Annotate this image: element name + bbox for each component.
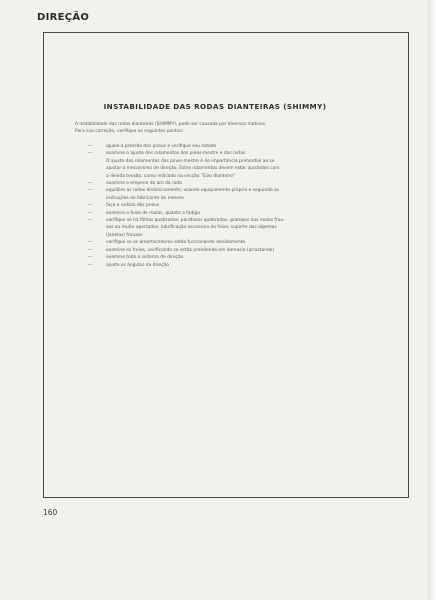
checklist-item-text: verifique se os amortecedores estão funcionando devidamente: [106, 240, 246, 246]
checklist-item-text: O ajuste dos rolamentos dos pinos-mestre é de importância primordial ao se: [106, 158, 275, 164]
page-number: 160: [43, 508, 58, 517]
checklist-item-text: a devida tensão, como indicado na secção "Eixo dianteiro": [106, 173, 235, 179]
checklist-item: [88, 143, 378, 150]
checklist-item-text: xos ou muito apertados; lubrificação excessiva do feixe; suporte das algemas: [106, 225, 277, 231]
bullet-dash: —: [88, 188, 93, 194]
checklist-item: [88, 210, 378, 217]
checklist-item-text: examine o ajuste dos rolamentos dos pinos-mestre e das rodas: [106, 151, 246, 157]
checklist-item-text: iguale a pressão dos pneus e verifique seu estado: [106, 144, 217, 149]
checklist-item: [88, 173, 378, 180]
checklist-item-text: examine o empeno do aro da roda: [106, 181, 182, 187]
bullet-dash: —: [88, 255, 93, 261]
checklist-item: [88, 254, 378, 261]
checklist-item-text: ajuste os ângulos da direção: [106, 262, 169, 268]
checklist-item-text: equilibre as rodas dinâmicamente, usando equipamento próprio e seguindo as: [106, 188, 280, 194]
checklist-item: [88, 180, 378, 187]
bullet-dash: —: [88, 144, 93, 149]
checklist-item: [88, 247, 378, 254]
bullet-dash: —: [88, 262, 93, 268]
checklist-item: [88, 165, 378, 172]
bullet-dash: —: [88, 247, 93, 253]
checklist-item: [88, 158, 378, 165]
section-header: DIREÇÃO: [37, 12, 90, 23]
checklist-item-text: ajustar o mecanismo de direção. Estes rolamentos devem estar ajustados com: [106, 166, 280, 172]
page-title: INSTABILIDADE DAS RODAS DIANTEIRAS (SHIMMY): [103, 102, 327, 111]
checklist-item: [88, 232, 378, 239]
checklist-item-text: faça o rodízio dos pneus: [106, 203, 160, 209]
bullet-dash: —: [88, 151, 93, 157]
checklist-item-text: examine o feixe de molas, quanto a fadiga: [106, 210, 200, 216]
bullet-dash: —: [88, 210, 93, 216]
checklist-item-text: verifique se há fôlhas quebradas; parafusos quebrados; grampos das molas frou-: [106, 218, 285, 224]
intro-paragraph: [75, 121, 375, 136]
checklist-item-text: examine todo o sistema de direção: [106, 255, 184, 261]
checklist-item-text: (janelas) frouxos: [106, 232, 143, 238]
bullet-dash: —: [88, 203, 93, 209]
page-edge: [428, 0, 436, 600]
checklist-item: [88, 150, 378, 157]
bullet-dash: —: [88, 181, 93, 187]
checklist: [88, 143, 378, 269]
checklist-item-text: instruções do fabricante do mesmo: [106, 195, 184, 201]
checklist-item: [88, 195, 378, 202]
checklist-item-text: examine os freios, verificando se estão prendendo em demasia (arrastando): [106, 247, 275, 253]
checklist-item: [88, 239, 378, 246]
checklist-item: [88, 202, 378, 209]
checklist-item: [88, 262, 378, 269]
intro-line: A instabilidade das rodas dianteiras (SHIMMY), pode ser causada por diversos motivos.: [75, 122, 267, 127]
intro-line: Para sua correção, verifique os seguintes pontos:: [75, 129, 184, 135]
checklist-item: [88, 187, 378, 194]
bullet-dash: —: [88, 240, 93, 246]
checklist-item: [88, 217, 378, 224]
checklist-item: [88, 224, 378, 231]
bullet-dash: —: [88, 218, 93, 224]
